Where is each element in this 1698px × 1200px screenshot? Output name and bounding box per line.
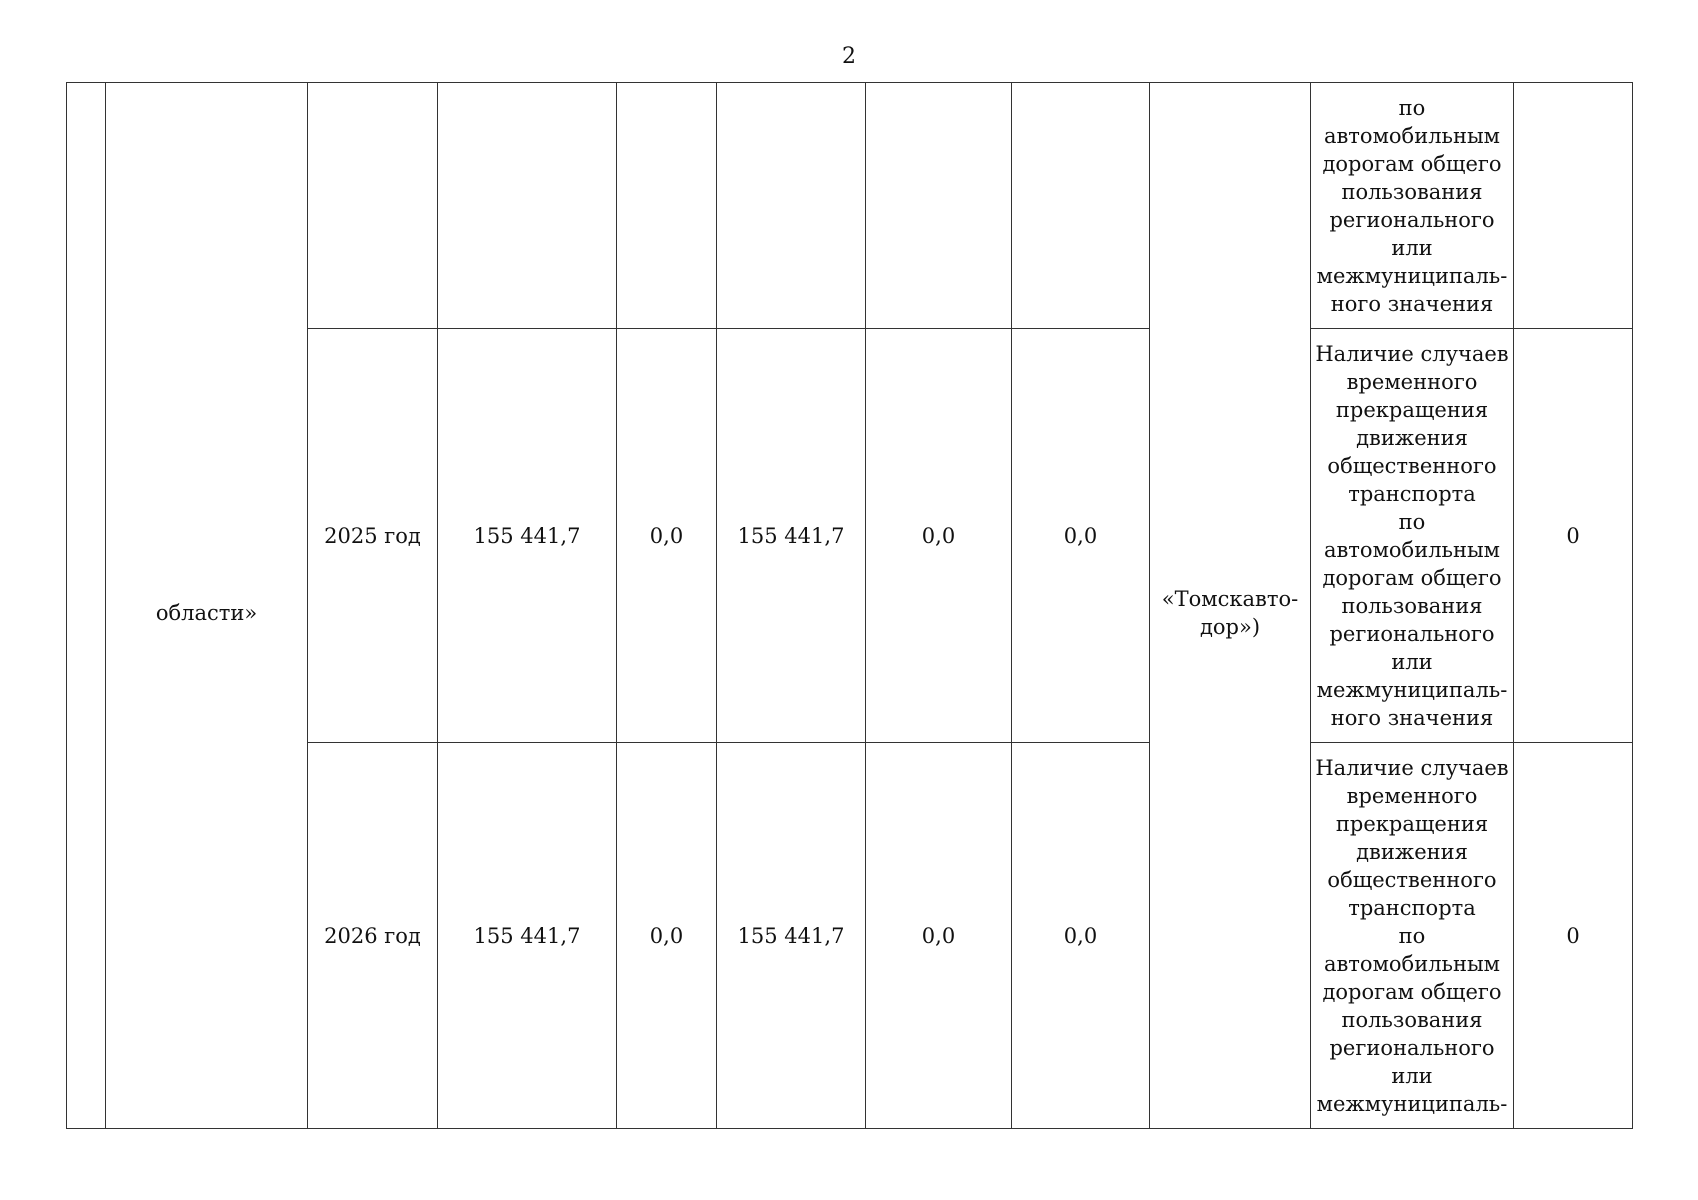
program-table — [66, 82, 1633, 1129]
federal-cell: 0,0 — [617, 743, 717, 1129]
other-cell: 0,0 — [1012, 743, 1150, 1129]
name-cell — [106, 83, 308, 1129]
number-cell — [67, 83, 106, 1129]
regional-cell — [717, 83, 866, 329]
other-cell — [1012, 83, 1150, 329]
indicator-cell — [1311, 83, 1514, 329]
indicator-text: Наличие случаев временного прекращения движения общественного транспорта по автомобильным дорогам общего пользования регионального или межмуниципаль- ного значения — [1315, 341, 1509, 730]
federal-cell — [617, 83, 717, 329]
year-cell: 2026 год — [308, 743, 438, 1129]
indicator-text: по автомобильным дорогам общего пользования регионального или межмуниципаль- ного значения — [1316, 95, 1508, 316]
year-cell: 2025 год — [308, 329, 438, 743]
total-cell — [438, 83, 617, 329]
indicator-cell — [1311, 743, 1514, 1129]
regional-cell: 155 441,7 — [717, 329, 866, 743]
executor-text: «Томскавто- дор») — [1161, 586, 1299, 639]
indicator-text: Наличие случаев временного прекращения движения общественного транспорта по автомобильным дорогам общего пользования регионального или межмуниципаль- — [1315, 755, 1509, 1116]
page-number: 2 — [842, 44, 856, 69]
other-cell: 0,0 — [1012, 329, 1150, 743]
value-cell: 0 — [1514, 329, 1633, 743]
value-cell — [1514, 83, 1633, 329]
federal-cell: 0,0 — [617, 329, 717, 743]
value-cell: 0 — [1514, 743, 1633, 1129]
name-text: области» — [155, 600, 258, 625]
total-cell: 155 441,7 — [438, 329, 617, 743]
local-cell: 0,0 — [866, 743, 1012, 1129]
year-cell — [308, 83, 438, 329]
local-cell — [866, 83, 1012, 329]
executor-cell — [1150, 83, 1311, 1129]
local-cell: 0,0 — [866, 329, 1012, 743]
total-cell: 155 441,7 — [438, 743, 617, 1129]
indicator-cell — [1311, 329, 1514, 743]
table-row — [67, 83, 1633, 329]
regional-cell: 155 441,7 — [717, 743, 866, 1129]
